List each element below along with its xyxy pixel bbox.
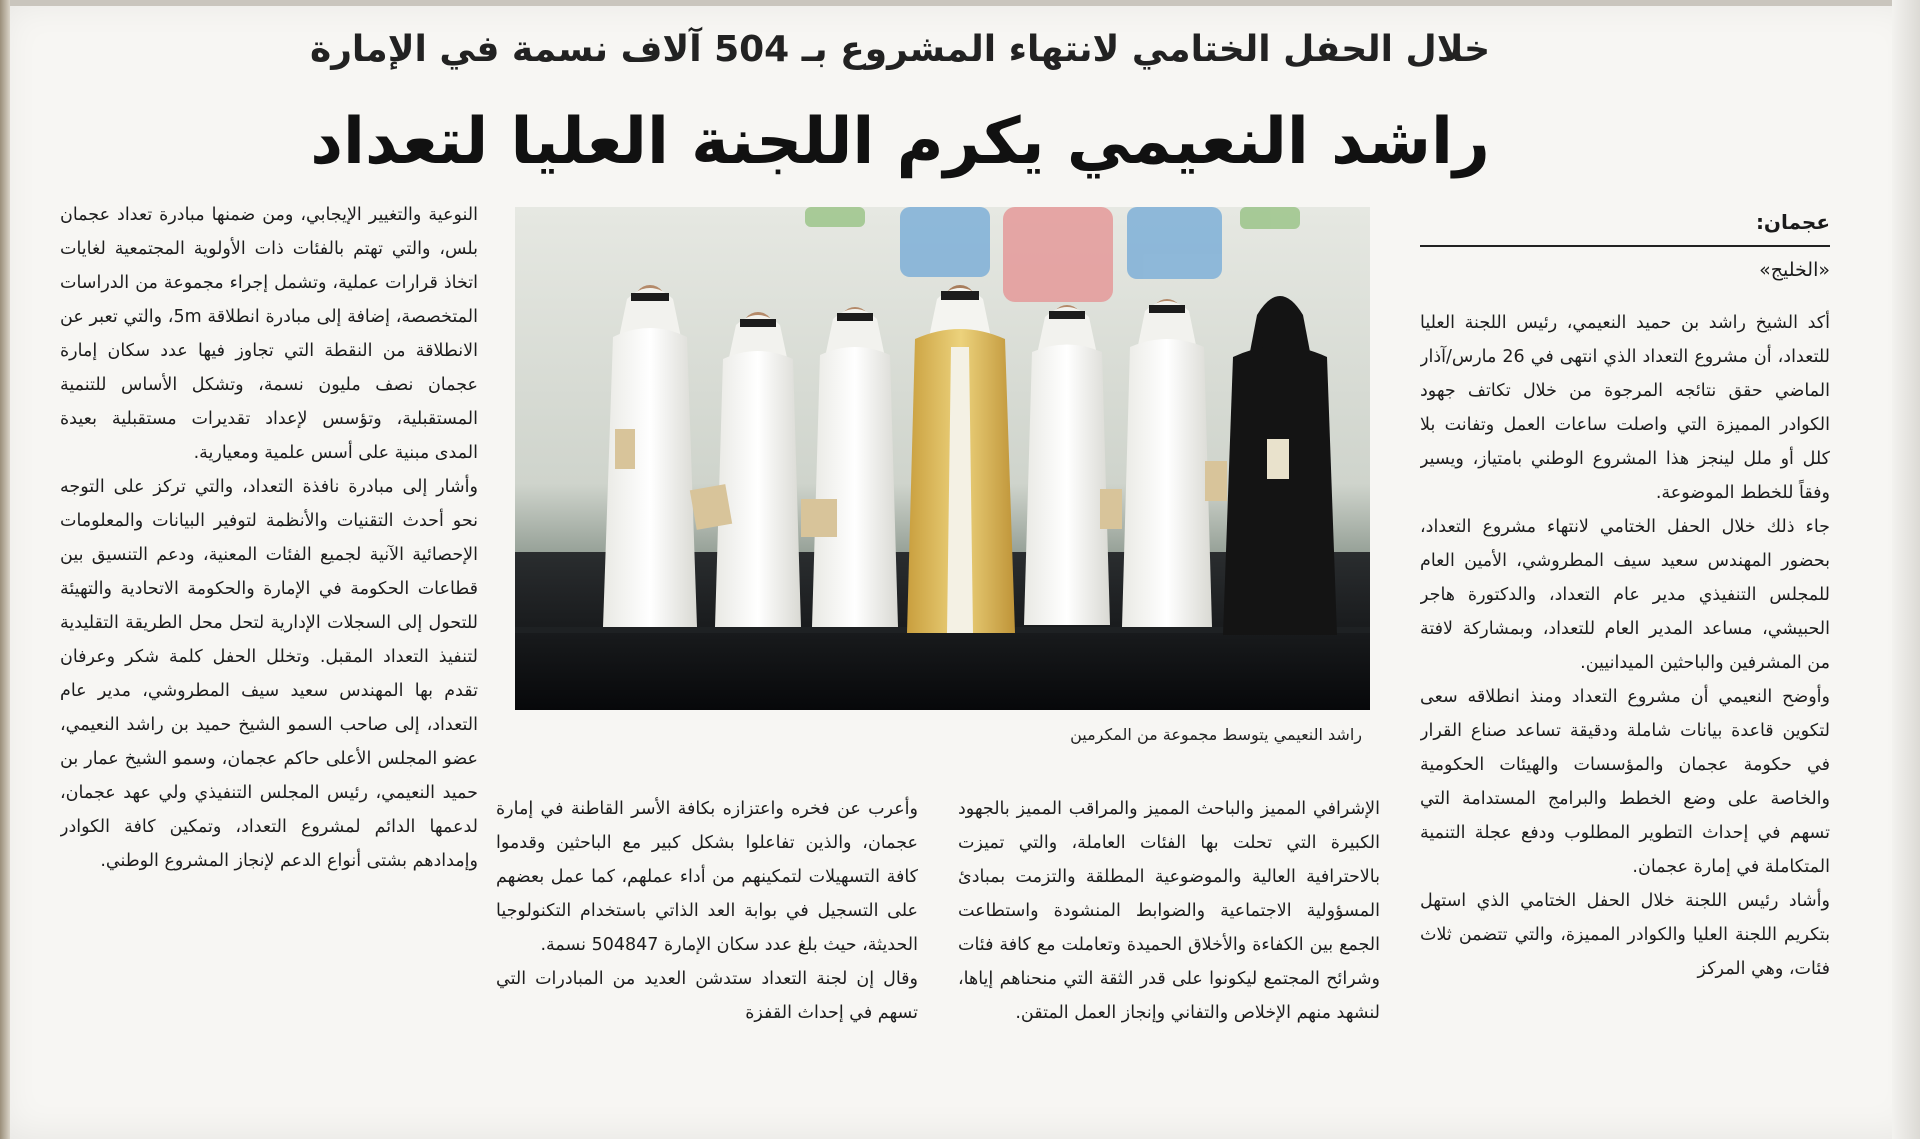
article-kicker: خلال الحفل الختامي لانتهاء المشروع بـ 504 آلاف نسمة في الإمارة — [309, 29, 1491, 70]
article-column-2: الإشرافي المميز والباحث المميز والمراقب المميز بالجهود الكبيرة التي تحلت بها الفئات العاملة، والتي تميزت بالاحترافية العالية والموضوعية المطلقة والتزمت بمبادئ المسؤولية الاجتماعية والضوابط المنشودة واستطاعت الجمع بين الكفاءة والأخلاق الحميدة وتعاملت مع كافة فئات وشرائح المجتمع ليكونوا على قدر الثقة التي منحناهم إياها، لنشهد منهم الإخلاص والتفاني وإنجاز العمل المتقن. — [958, 799, 1380, 1023]
article-column-1: أكد الشيخ راشد بن حميد النعيمي، رئيس اللجنة العليا للتعداد، أن مشروع التعداد الذي انتهى في 26 مارس/آذار الماضي حقق نتائجه المرجوة من خلال تكاتف جهود الكوادر المميزة التي واصلت ساعات العمل وتفانت بلا كلل أو ملل لينجز هذا المشروع الوطني بامتياز، ويسير وفقاً للخطط الموضوعة. جاء ذلك خلال الحفل الختامي لانتهاء مشروع التعداد، بحضور المهندس سعيد سيف المطروشي، الأمين العام للمجلس التنفيذي مدير عام التعداد، والدكتورة هاجر الحبيشي، مساعد المدير العام للتعداد، وبمشاركة لافتة من المشرفين والباحثين الميدانيين. وأوضح النعيمي أن مشروع التعداد ومنذ انطلاقه سعى لتكوين قاعدة بيانات شاملة ودقيقة تساعد صناع القرار في حكومة عجمان والمؤسسات والهيئات الحكومية والخاصة على وضع الخطط والبرامج المستدامة التي تسهم في إحداث التطوير المطلوب ودفع عجلة التنمية المتكاملة في إمارة عجمان. وأشاد رئيس اللجنة خلال الحفل الختامي الذي استهل بتكريم اللجنة العليا والكوادر المميزة، والتي تتضمن ثلاث فئات، وهي المركز — [1420, 313, 1830, 979]
byline-source: «الخليج» — [1759, 259, 1830, 281]
scan-right-edge — [1892, 0, 1920, 1139]
photo-caption: راشد النعيمي يتوسط مجموعة من المكرمين — [1070, 725, 1362, 744]
scan-top-edge — [0, 0, 1920, 6]
article-photo — [515, 207, 1370, 710]
article-column-4: النوعية والتغيير الإيجابي، ومن ضمنها مبادرة تعداد عجمان بلس، والتي تهتم بالفئات ذات الأولوية المجتمعية لغايات اتخاذ قرارات عملية، وتشمل إجراء مجموعة من الدراسات المتخصصة، إضافة إلى مبادرة انطلاقة 5m، والتي تعبر عن الانطلاقة من النقطة التي تجاوز فيها عدد سكان إمارة عجمان نصف مليون نسمة، وتشكل الأساس للتنمية المستقبلية، وتؤسس لإعداد تقديرات مستقبلية بعيدة المدى مبنية على أسس علمية ومعيارية. وأشار إلى مبادرة نافذة التعداد، والتي تركز على التوجه نحو أحدث التقنيات والأنظمة لتوفير البيانات والمعلومات الإحصائية الآنية لجميع الفئات المعنية، ودعم التنسيق بين قطاعات الحكومة في الإمارة والحكومة الاتحادية والتهيئة للتحول إلى السجلات الإدارية لتحل محل الطريقة التقليدية لتنفيذ التعداد المقبل. وتخلل الحفل كلمة شكر وعرفان تقدم بها المهندس سعيد سيف المطروشي، مدير عام التعداد، إلى صاحب السمو الشيخ حميد بن راشد النعيمي، عضو المجلس الأعلى حاكم عجمان، وسمو الشيخ عمار بن حميد النعيمي، رئيس المجلس التنفيذي ولي عهد عجمان، لدعمها الدائم لمشروع التعداد، وتمكين كافة الكوادر وإمدادهم بشتى أنواع الدعم لإنجاز المشروع الوطني. — [60, 205, 478, 871]
article-column-3: وأعرب عن فخره واعتزازه بكافة الأسر القاطنة في إمارة عجمان، والذين تفاعلوا بشكل كبير مع الباحثين وقدموا كافة التسهيلات لتمكينهم من أداء عملهم، كما عمل بعضهم على التسجيل في بوابة العد الذاتي باستخدام التكنولوجيا الحديثة، حيث بلغ عدد سكان الإمارة 504847 نسمة. وقال إن لجنة التعداد ستدشن العديد من المبادرات التي تسهم في إحداث القفزة — [496, 799, 918, 1023]
dateline-city: عجمان: — [1755, 210, 1830, 234]
byline-rule — [1420, 245, 1830, 247]
byline — [1420, 205, 1830, 285]
scan-left-edge — [0, 0, 10, 1139]
article-headline: راشد النعيمي يكرم اللجنة العليا لتعداد — [310, 105, 1490, 179]
